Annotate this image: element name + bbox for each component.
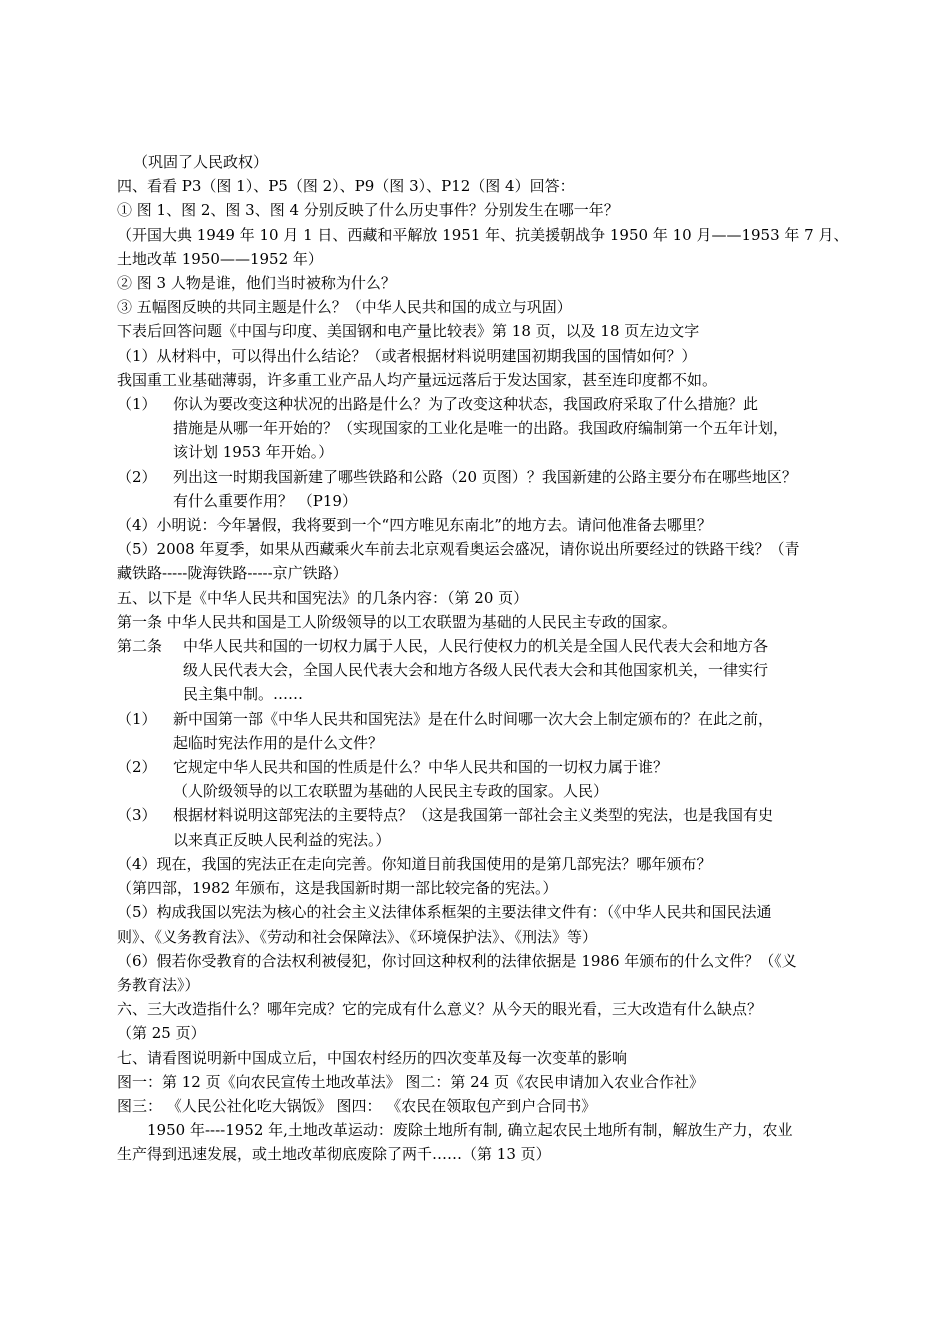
text-line: 民主集中制。…… [183, 685, 304, 704]
text-line: （5）2008 年夏季，如果从西藏乘火车前去北京观看奥运会盛况，请你说出所要经过的铁路干线？（青 [117, 540, 800, 559]
question-item [117, 803, 843, 851]
text-line: ② 图 3 人物是谁，他们当时被称为什么？ [117, 274, 396, 293]
text-line: 有什么重要作用？ （P19） [173, 491, 357, 510]
article-item [117, 634, 843, 707]
text-line: 起临时宪法作用的是什么文件？ [173, 733, 384, 752]
text-line: 措施是从哪一年开始的？（实现国家的工业化是唯一的出路。我国政府编制第一个五年计划， [173, 419, 789, 438]
text-line: 以来真正反映人民利益的宪法。） [173, 830, 391, 849]
article-number: 第二条 [117, 637, 163, 656]
section-heading: 七、请看图说明新中国成立后，中国农村经历的四次变革及每一次变革的影响 [117, 1048, 628, 1067]
text-line: 级人民代表大会，全国人民代表大会和地方各级人民代表大会和其他国家机关，一律实行 [183, 661, 769, 680]
text-line: 第一条 中华人民共和国是工人阶级领导的以工农联盟为基础的人民民主专政的国家。 [117, 612, 677, 631]
section-heading: 六、三大改造指什么？哪年完成？它的完成有什么意义？从今天的眼光看，三大改造有什么缺点？ [117, 1000, 763, 1019]
question-item [117, 755, 843, 803]
text-line: 下表后回答问题《中国与印度、美国钢和电产量比较表》第 18 页，以及 18 页左边文字 [117, 322, 700, 341]
text-line: 该计划 1953 年开始。） [173, 443, 334, 462]
text-line: 生产得到迅速发展，或土地改革彻底废除了两千……（第 13 页） [117, 1145, 551, 1164]
question-text [173, 707, 843, 755]
text-line: 藏铁路-----陇海铁路-----京广铁路） [117, 564, 348, 583]
document-body [117, 150, 849, 1167]
text-line: 你认为要改变这种状况的出路是什么？为了改变这种状态，我国政府采取了什么措施？此 [173, 395, 759, 414]
question-number: （2） [117, 758, 157, 777]
question-text [173, 755, 843, 803]
text-line: ③ 五幅图反映的共同主题是什么？（中华人民共和国的成立与巩固） [117, 298, 572, 317]
question-item [117, 392, 843, 465]
text-line: （5）构成我国以宪法为核心的社会主义法律体系框架的主要法律文件有：（《中华人民共和国民法通 [117, 903, 772, 922]
text-line: 我国重工业基础薄弱，许多重工业产品人均产量远远落后于发达国家，甚至连印度都不如。 [117, 370, 718, 389]
text-line: （第 25 页） [117, 1024, 206, 1043]
question-text [173, 803, 843, 851]
text-line: （6）假若你受教育的合法权利被侵犯，你讨回这种权利的法律依据是 1986 年颁布的什么文件？（《义 [117, 951, 797, 970]
text-line: 务教育法》） [117, 975, 200, 994]
text-line: 土地改革 1950——1952 年） [117, 249, 323, 268]
text-line: 1950 年----1952 年,土地改革运动：废除土地所有制, 确立起农民土地所有制，解放生产力，农业 [147, 1121, 793, 1140]
text-line: 图三： 《人民公社化吃大锅饭》 图四： 《农民在领取包产到户合同书》 [117, 1096, 597, 1115]
question-number: （2） [117, 467, 157, 486]
text-line: （4）现在，我国的宪法正在走向完善。你知道目前我国使用的是第几部宪法？哪年颁布？ [117, 854, 712, 873]
text-line: （4）小明说：今年暑假，我将要到一个“四方唯见东南北”的地方去。请问他准备去哪里？ [117, 516, 712, 535]
question-text [173, 465, 843, 513]
section-heading: 五、以下是《中华人民共和国宪法》的几条内容：（第 20 页） [117, 588, 529, 607]
section-heading: 四、看看 P3（图 1）、P5（图 2）、P9（图 3）、P12（图 4）回答： [117, 177, 575, 196]
question-text [173, 392, 843, 465]
text-line: （巩固了人民政权） [133, 153, 269, 171]
question-item [117, 707, 843, 755]
text-line: 列出这一时期我国新建了哪些铁路和公路（20 页图）？我国新建的公路主要分布在哪些地区？ [173, 467, 797, 486]
question-number: （3） [117, 806, 157, 825]
question-item [117, 465, 843, 513]
question-number: （1） [117, 709, 157, 728]
question-number: （1） [117, 395, 157, 414]
text-line: 根据材料说明这部宪法的主要特点？（这是我国第一部社会主义类型的宪法，也是我国有史 [173, 806, 774, 825]
text-line: （开国大典 1949 年 10 月 1 日、西藏和平解放 1951 年、抗美援朝战争 1950 年 10 月——1953 年 7 月、 [117, 225, 849, 244]
text-line: 它规定中华人民共和国的性质是什么？中华人民共和国的一切权力属于谁？ [173, 758, 669, 777]
text-line: 中华人民共和国的一切权力属于人民，人民行使权力的机关是全国人民代表大会和地方各 [183, 637, 769, 656]
text-line: 则》、《义务教育法》、《劳动和社会保障法》、《环境保护法》、《刑法》等） [117, 927, 598, 946]
text-line: （人阶级领导的以工农联盟为基础的人民民主专政的国家。人民） [173, 782, 609, 801]
text-line: 图一：第 12 页《向农民宣传土地改革法》 图二：第 24 页《农民申请加入农业合作社》 [117, 1072, 705, 1091]
text-line: ① 图 1、图 2、图 3、图 4 分别反映了什么历史事件？分别发生在哪一年？ [117, 201, 619, 220]
article-text [183, 634, 843, 707]
text-line: （第四部，1982 年颁布，这是我国新时期一部比较完备的宪法。） [117, 879, 558, 898]
text-line: 新中国第一部《中华人民共和国宪法》是在什么时间哪一次大会上制定颁布的？在此之前， [173, 709, 774, 728]
text-line: （1）从材料中，可以得出什么结论？（或者根据材料说明建国初期我国的国情如何？） [117, 346, 697, 365]
